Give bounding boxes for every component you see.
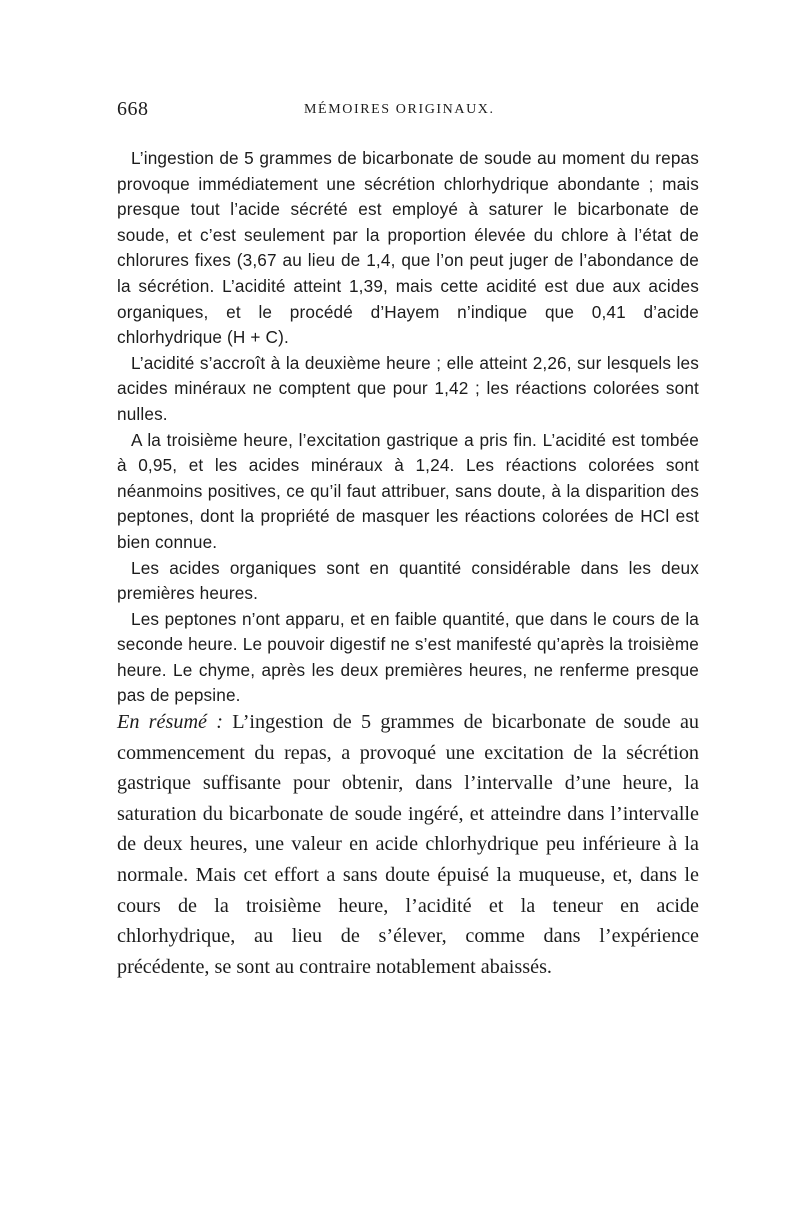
page-header [117,98,699,122]
running-title: MÉMOIRES ORIGINAUX. [304,102,495,117]
summary-text: L’ingestion de 5 grammes de bicarbonate de soude au commencement du repas, a provoqué une excitation de la sécrétion gastrique suffisante pour obtenir, dans l’intervalle d’une heure, la saturation du bicarbonate de soude ingéré, et atteindre dans l’intervalle de deux heures, une valeur en acide chlorhydrique peu inférieure à la normale. Mais cet effort a sans doute épuisé la muqueuse, et, dans le cours de la troisième heure, l’acidité et la teneur en acide chlorhydrique, au lieu de s’élever, comme dans l’expérience précédente, se sont au contraire notablement abaissés. [117,711,700,978]
summary-paragraph [117,707,699,982]
body-text [117,146,699,709]
paragraph-organic-acids: Les acides organiques sont en quantité considérable dans les deux premières heures. [117,557,699,604]
paragraph-bicarbonate-ingestion: L’ingestion de 5 grammes de bicarbonate de soude au moment du repas provoque immédiatement une sécrétion chlorhydrique abondante ; mais presque tout l’acide sécrété est employé à saturer le bicarbonate de soude, et c’est seulement par la proportion élevée du chlore à l’état de chlorures fixes (3,67 au lieu de 1,4, que l’on peut juger de l’abondance de la sécrétion. L’acidité atteint 1,39, mais cette acidité est due aux acides organiques, et le procédé d’Hayem n’indique que 0,41 d’acide chlorhydrique (H + C). [117,148,699,348]
page-number: 668 [117,98,149,120]
paragraph-second-hour: L’acidité s’accroît à la deuxième heure ; elle atteint 2,26, sur lesquels les acides minéraux ne comptent que pour 1,42 ; les réactions colorées sont nulles. [117,352,699,424]
paragraph-peptones: Les peptones n’ont apparu, et en faible quantité, que dans le cours de la seconde heure. Le pouvoir digestif ne s’est manifesté qu’après la troisième heure. Le chyme, après les deux premières heures, ne renferme presque pas de pepsine. [117,608,699,706]
summary-lead: En résumé : [117,711,223,733]
summary-section [117,707,699,982]
paragraph-third-hour: A la troisième heure, l’excitation gastrique a pris fin. L’acidité est tombée à 0,95, et les acides minéraux à 1,24. Les réactions colorées sont néanmoins positives, ce qu’il faut attribuer, sans doute, à la disparition des peptones, dont la propriété de masquer les réactions colorées de HCl est bien connue. [117,429,699,552]
